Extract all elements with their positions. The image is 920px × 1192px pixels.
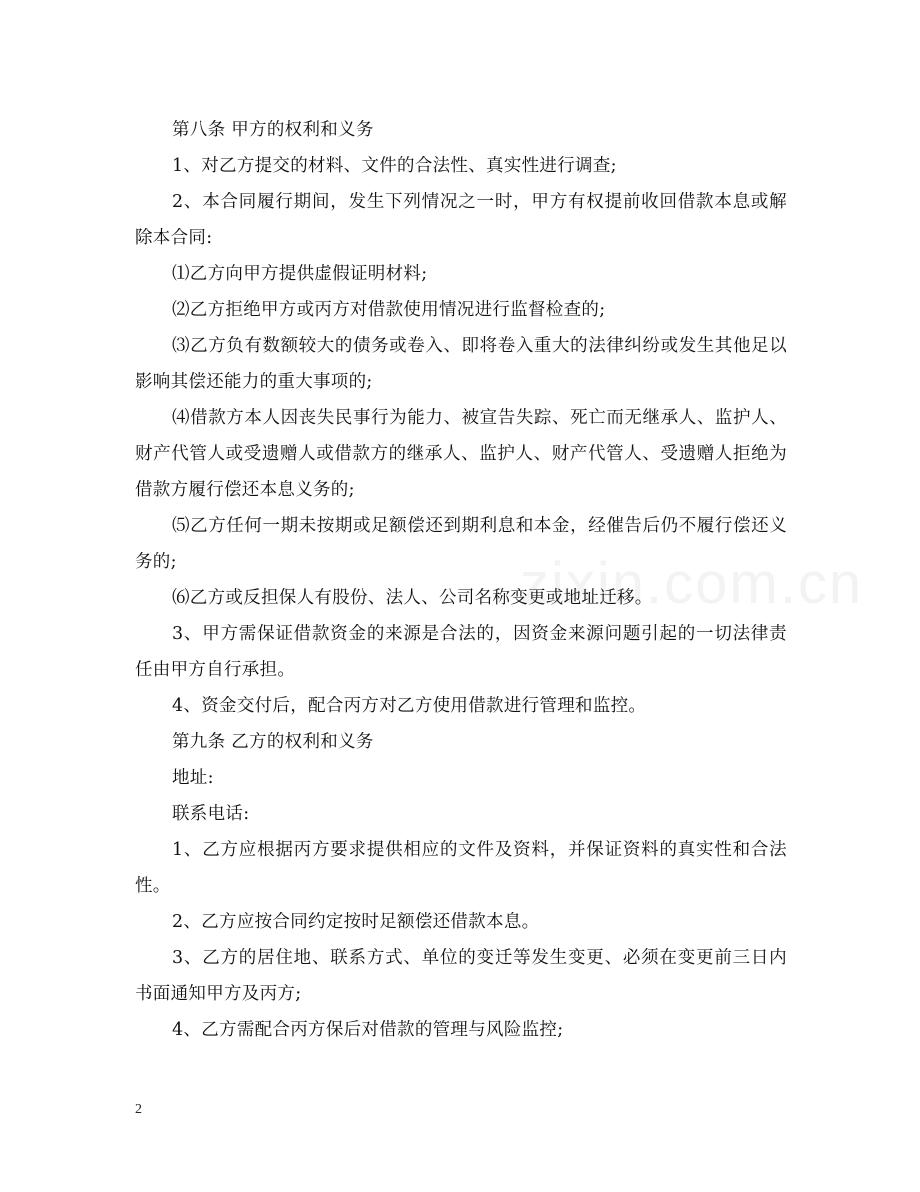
- paragraph: 1、乙方应根据丙方要求提供相应的文件及资料，并保证资料的真实性和合法性。: [135, 840, 787, 896]
- paragraph: 2、乙方应按合同约定按时足额偿还借款本息。: [172, 912, 540, 932]
- list-item: ⑹乙方或反担保人有股份、法人、公司名称变更或地址迁移。: [172, 588, 653, 608]
- paragraph: 2、本合同履行期间，发生下列情况之一时，甲方有权提前收回借款本息或解除本合同:: [135, 192, 787, 248]
- paragraph: 3、甲方需保证借款资金的来源是合法的，因资金来源问题引起的一切法律责任由甲方自行承担。: [135, 624, 787, 680]
- section-heading: 第九条 乙方的权利和义务: [172, 732, 374, 752]
- list-item: ⑴乙方向甲方提供虚假证明材料;: [172, 264, 428, 284]
- paragraph: 3、乙方的居住地、联系方式、单位的变迁等发生变更、必须在变更前三日内书面通知甲方及丙方;: [135, 948, 787, 1004]
- section-heading: 第八条 甲方的权利和义务: [172, 120, 374, 140]
- document-body: [135, 112, 787, 1048]
- watermark: zixin.com.cn: [520, 551, 864, 616]
- address-field: 地址:: [172, 768, 214, 788]
- page-number: 2: [135, 1102, 142, 1117]
- list-item: ⑷借款方本人因丧失民事行为能力、被宣告失踪、死亡而无继承人、监护人、财产代管人或受遗赠人或借款方的继承人、监护人、财产代管人、受遗赠人拒绝为借款方履行偿还本息义务的;: [135, 408, 787, 500]
- list-item: ⑶乙方负有数额较大的债务或卷入、即将卷入重大的法律纠纷或发生其他足以影响其偿还能力的重大事项的;: [135, 336, 787, 392]
- list-item: ⑵乙方拒绝甲方或丙方对借款使用情况进行监督检查的;: [172, 300, 606, 320]
- paragraph: 1、对乙方提交的材料、文件的合法性、真实性进行调查;: [172, 156, 617, 176]
- phone-field: 联系电话:: [172, 804, 250, 824]
- paragraph: 4、乙方需配合丙方保后对借款的管理与风险监控;: [172, 1020, 564, 1040]
- list-item: ⑸乙方任何一期未按期或足额偿还到期利息和本金，经催告后仍不履行偿还义务的;: [135, 516, 787, 572]
- paragraph: 4、资金交付后，配合丙方对乙方使用借款进行管理和监控。: [172, 696, 647, 716]
